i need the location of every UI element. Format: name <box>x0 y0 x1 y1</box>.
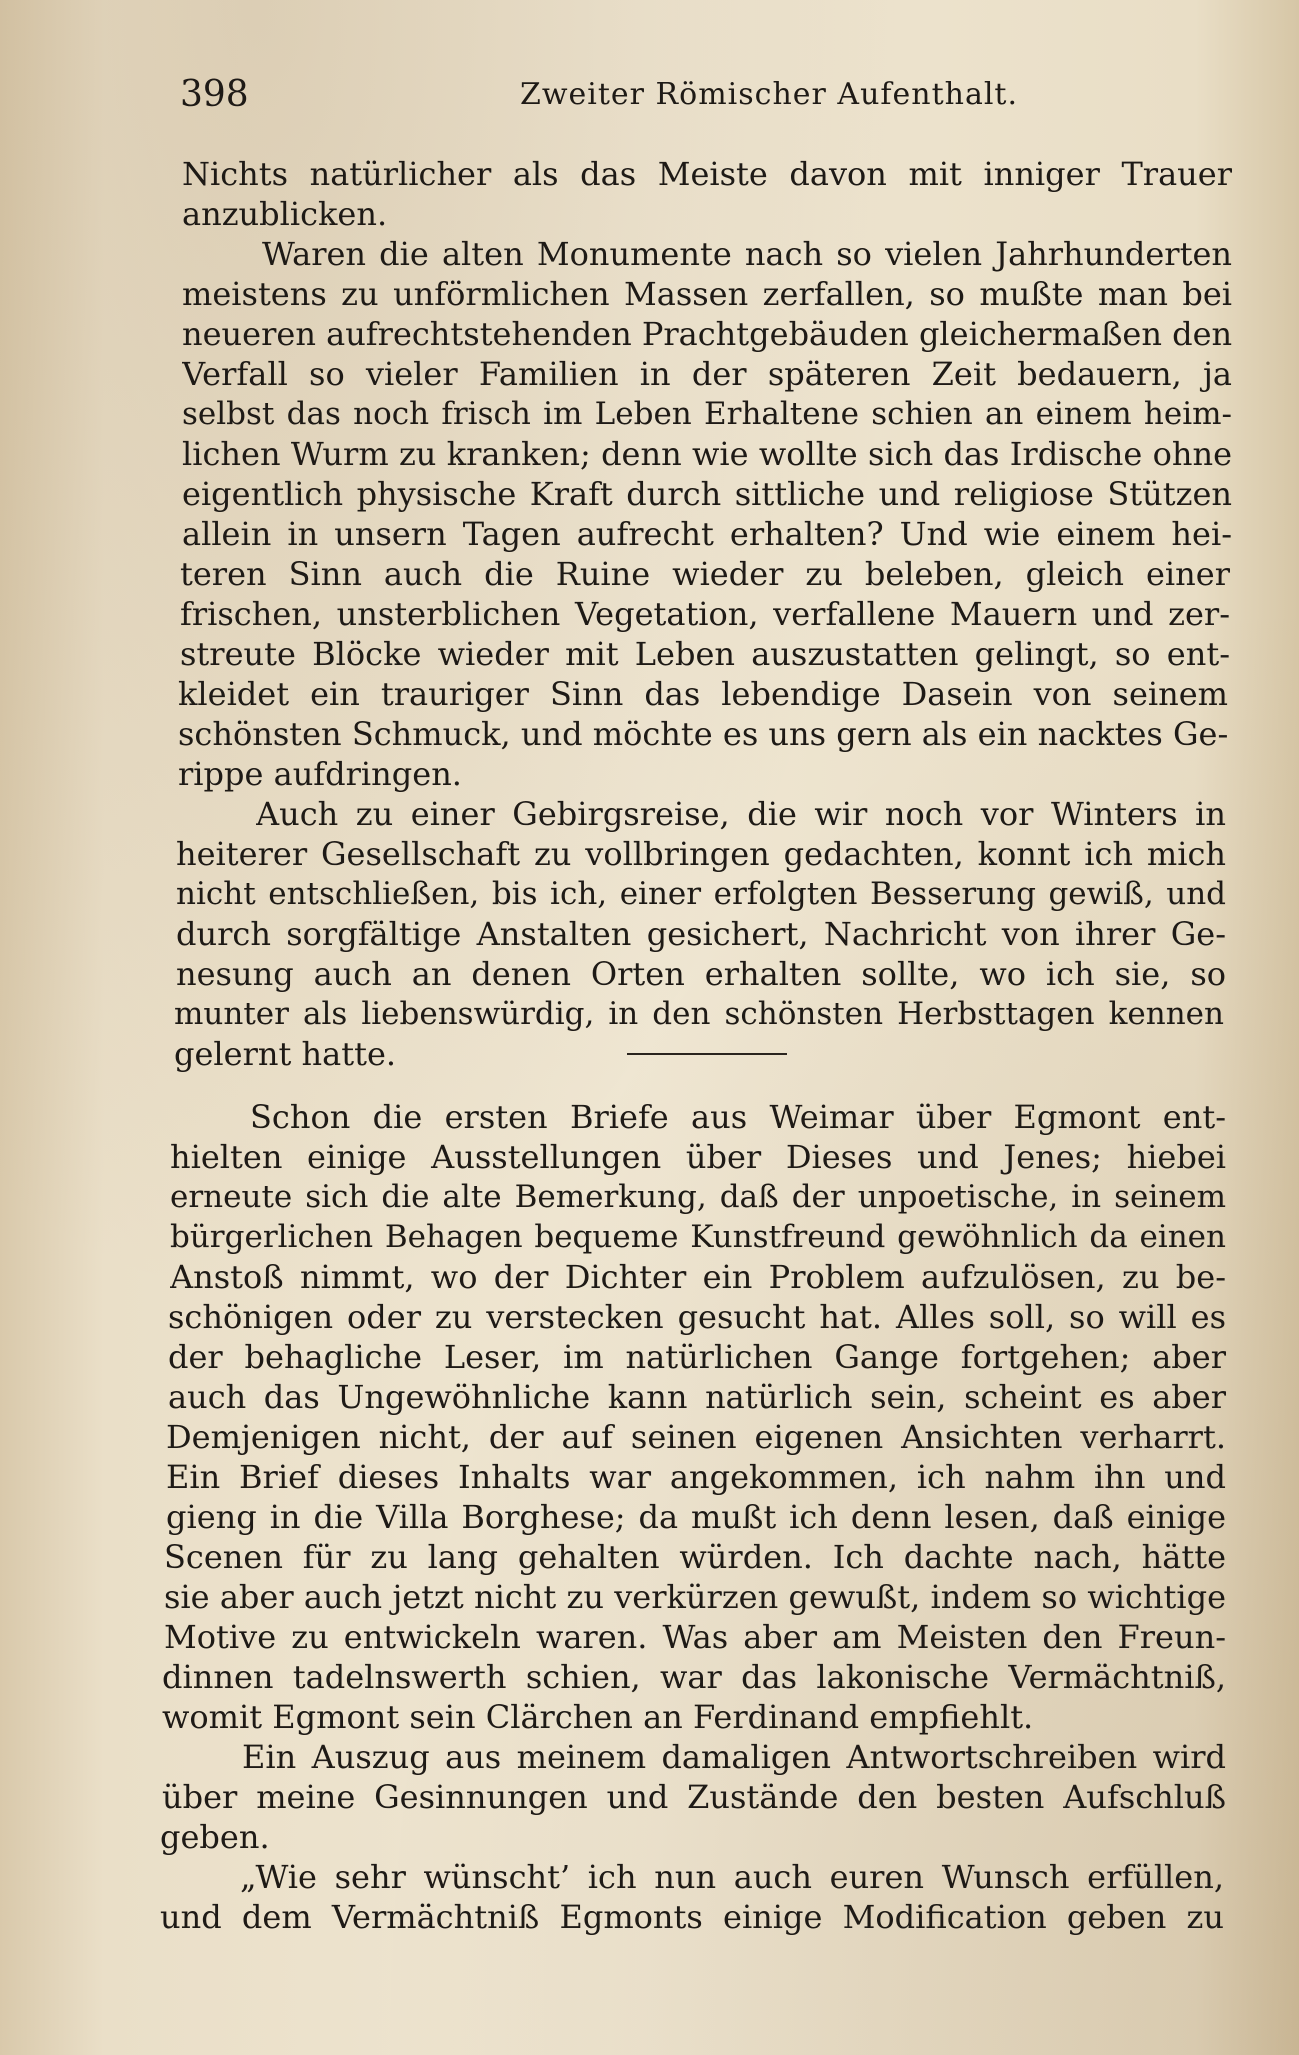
text-line: Auch zu einer Gebirgsreise, die wir noch vor Winters in <box>256 795 1226 833</box>
page-number: 398 <box>180 74 249 115</box>
running-head: Zweiter Römischer Aufenthalt. <box>520 77 1019 112</box>
text-line: gieng in die Villa Borghese; da mußt ich denn lesen, daß einige <box>166 1498 1226 1536</box>
text-line: über meine Gesinnungen und Zustände den besten Aufschluß <box>162 1778 1226 1816</box>
text-line: auch das Ungewöhnliche kann natürlich sein, scheint es aber <box>168 1378 1226 1416</box>
text-line: schönigen oder zu verstecken gesucht hat. Alles soll, so will es <box>168 1298 1226 1336</box>
text-line: geben. <box>160 1818 270 1856</box>
text-line: Nichts natürlicher als das Meiste davon mit inniger Trauer <box>182 155 1232 193</box>
text-line: Ein Brief dieses Inhalts war angekommen, ich nahm ihn und <box>166 1458 1226 1496</box>
text-line: munter als liebenswürdig, in den schönsten Herbsttagen kennen <box>174 996 1224 1032</box>
page-header <box>180 70 1240 120</box>
text-line: Scenen für zu lang gehalten würden. Ich dachte nach, hätte <box>164 1538 1226 1576</box>
text-line: Schon die ersten Briefe aus Weimar über Egmont ent- <box>250 1098 1226 1136</box>
text-line: gelernt hatte. <box>174 1035 397 1073</box>
text-line: und dem Vermächtniß Egmonts einige Modification geben zu <box>160 1898 1224 1936</box>
text-line: hielten einige Ausstellungen über Dieses und Jenes; hiebei <box>170 1138 1226 1176</box>
text-line: allein in unsern Tagen aufrecht erhalten? Und wie einem hei- <box>182 515 1232 553</box>
text-line: meistens zu unförmlichen Massen zerfallen, so mußte man bei <box>182 275 1232 313</box>
text-line: selbst das noch frisch im Leben Erhaltene schien an einem heim- <box>182 396 1232 432</box>
text-line: sie aber auch jetzt nicht zu verkürzen gewußt, indem so wichtige <box>164 1578 1226 1616</box>
text-line: Anstoß nimmt, wo der Dichter ein Problem aufzulösen, zu be- <box>170 1258 1226 1296</box>
text-line: Waren die alten Monumente nach so vielen Jahrhunderten <box>262 235 1232 273</box>
text-line: „Wie sehr wünscht’ ich nun auch euren Wunsch erfüllen, <box>240 1858 1224 1896</box>
text-line: lichen Wurm zu kranken; denn wie wollte sich das Irdische ohne <box>182 435 1232 473</box>
text-line: Ein Auszug aus meinem damaligen Antwortschreiben wird <box>242 1738 1226 1776</box>
text-line: dinnen tadelnswerth schien, war das lakonische Vermächtniß, <box>162 1658 1226 1696</box>
text-line: heiterer Gesellschaft zu vollbringen gedachten, konnt ich mich <box>176 835 1226 873</box>
text-line: rippe aufdringen. <box>178 755 462 793</box>
text-line: nesung auch an denen Orten erhalten sollte, wo ich sie, so <box>176 955 1226 993</box>
text-line: streute Blöcke wieder mit Leben auszustatten gelingt, so ent- <box>180 635 1230 673</box>
text-line: nicht entschließen, bis ich, einer erfolgten Besserung gewiß, und <box>176 876 1226 912</box>
section-divider <box>627 1053 787 1055</box>
text-line: anzublicken. <box>182 195 388 233</box>
text-line: durch sorgfältige Anstalten gesichert, Nachricht von ihrer Ge- <box>176 915 1226 953</box>
text-line: Verfall so vieler Familien in der späteren Zeit bedauern, ja <box>182 355 1232 393</box>
text-line: neueren aufrechtstehenden Prachtgebäuden gleichermaßen den <box>182 315 1232 353</box>
text-line: der behagliche Leser, im natürlichen Gange fortgehen; aber <box>168 1338 1226 1376</box>
text-line: frischen, unsterblichen Vegetation, verfallene Mauern und zer- <box>180 595 1230 633</box>
text-line: schönsten Schmuck, und möchte es uns gern als ein nacktes Ge- <box>178 715 1228 753</box>
text-line: eigentlich physische Kraft durch sittliche und religiose Stützen <box>182 475 1232 513</box>
text-line: erneute sich die alte Bemerkung, daß der unpoetische, in seinem <box>170 1179 1226 1215</box>
text-line: bürgerlichen Behagen bequeme Kunstfreund gewöhnlich da einen <box>170 1219 1226 1255</box>
text-line: womit Egmont sein Clärchen an Ferdinand empfiehlt. <box>162 1698 1034 1736</box>
text-line: Demjenigen nicht, der auf seinen eigenen Ansichten verharrt. <box>166 1418 1226 1456</box>
text-line: Motive zu entwickeln waren. Was aber am Meisten den Freun- <box>164 1618 1226 1656</box>
text-line: kleidet ein trauriger Sinn das lebendige Dasein von seinem <box>178 675 1228 713</box>
text-line: teren Sinn auch die Ruine wieder zu beleben, gleich einer <box>180 555 1230 593</box>
